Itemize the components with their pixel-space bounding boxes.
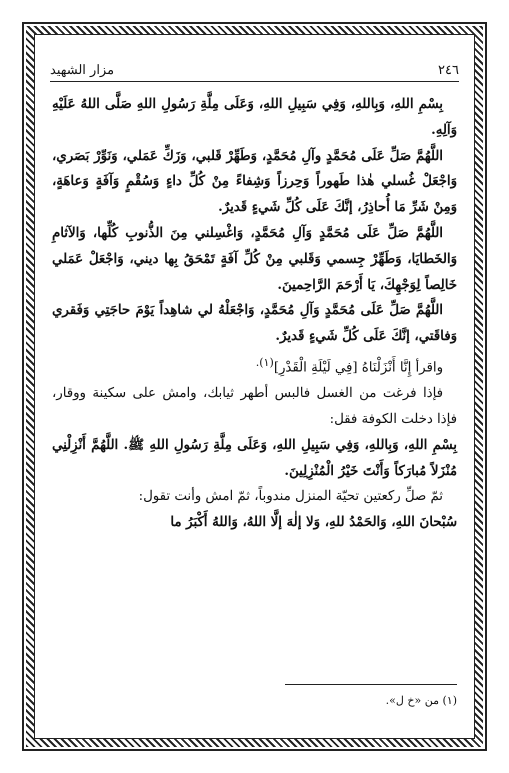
page-number: ٢٤٦	[438, 63, 459, 78]
instruction: فإذا فرغت من الغسل فالبس أطهر ثيابك، وامش على سكينة ووقار، فإذا دخلت الكوفة فقل:	[52, 386, 457, 427]
footnote-rule	[285, 684, 457, 685]
running-title: مزار الشهيد	[50, 63, 115, 78]
paragraph: اللَّهُمَّ صَلِّ عَلَى مُحَمَّدٍ وآلِ مُحَمَّدٍ، وَطَهِّرْ قَلبي، وَزَكِّ عَمَلي، وَنَوِّرْ بَصَري، وَاجْعَلْ غُسلي هٰذا طَهوراً وَحِرزاً وَشِفاءً مِنْ كُلِّ داءٍ وَسُقْمٍ وَآفَةٍ وَعاهَةٍ، وَمِنْ شَرِّ مَا أُحاذِرُ، إنَّكَ عَلَى كُلِّ شَيءٍ قَديرٌ.	[52, 148, 457, 216]
quran-line-text: واقرأ إِنَّا أَنْزَلْنَاهُ [فِي لَيْلَةِ الْقَدْرِ]	[273, 360, 443, 376]
header-rule	[50, 81, 459, 82]
instruction: ثمّ صلِّ ركعتين تحيّة المنزل مندوباً، ثمّ امش وأنت تقول:	[138, 489, 443, 505]
main-text	[52, 92, 457, 536]
paragraph: بِسْمِ اللهِ، وَبِاللهِ، وَفِي سَبِيلِ اللهِ، وَعَلَى مِلَّةِ رَسُولِ اللهِ صَلَّى اللهُ عَلَيْهِ وَآلِهِ.	[52, 97, 457, 138]
prayer-kufa: بِسْمِ اللهِ، وَبِاللهِ، وَفِي سَبِيلِ اللهِ، وَعَلَى مِلَّةِ رَسُولِ اللهِ ﷺ. اللَّهُمَّ أَنْزِلْنِي مُنْزَلاً مُبارَكاً وَأَنْتَ خَيْرُ الْمُنْزِلِينَ.	[52, 437, 457, 479]
paragraph-last-line: سُبْحانَ اللهِ، وَالحَمْدُ للهِ، وَلا إلٰهَ إلَّا اللهُ، وَاللهُ أَكْبَرُ ما	[170, 515, 457, 531]
page-header	[50, 58, 459, 78]
paragraph: اللَّهُمَّ صَلِّ عَلَى مُحَمَّدٍ وَآلِ مُحَمَّدٍ، وَاغْسِلني مِنَ الذُّنوبِ كُلِّها، وَالآثامِ وَالخَطايَا، وَطَهِّرْ جِسمي وَقَلبي مِنْ كُلِّ آفَةٍ تَمْحَقُ بِها ديني، وَاجْعَلْ عَمَلي خَالِصاً لِوَجْهِكَ، يَا أَرْحَمَ الرَّاحِمينَ.	[52, 225, 457, 293]
quran-line	[52, 350, 457, 381]
footnote: (١) من «خ ل».	[385, 694, 457, 707]
paragraph: اللَّهُمَّ صَلِّ عَلَى مُحَمَّدٍ وَآلِ مُحَمَّدٍ، وَاجْعَلْهُ لي شاهِداً يَوْمَ حاجَتِي وَفَقري وَفاقَتي، إنَّكَ عَلَى كُلِّ شَيءٍ قَديرٌ.	[52, 303, 457, 345]
footnote-marker: (١).	[255, 355, 274, 369]
